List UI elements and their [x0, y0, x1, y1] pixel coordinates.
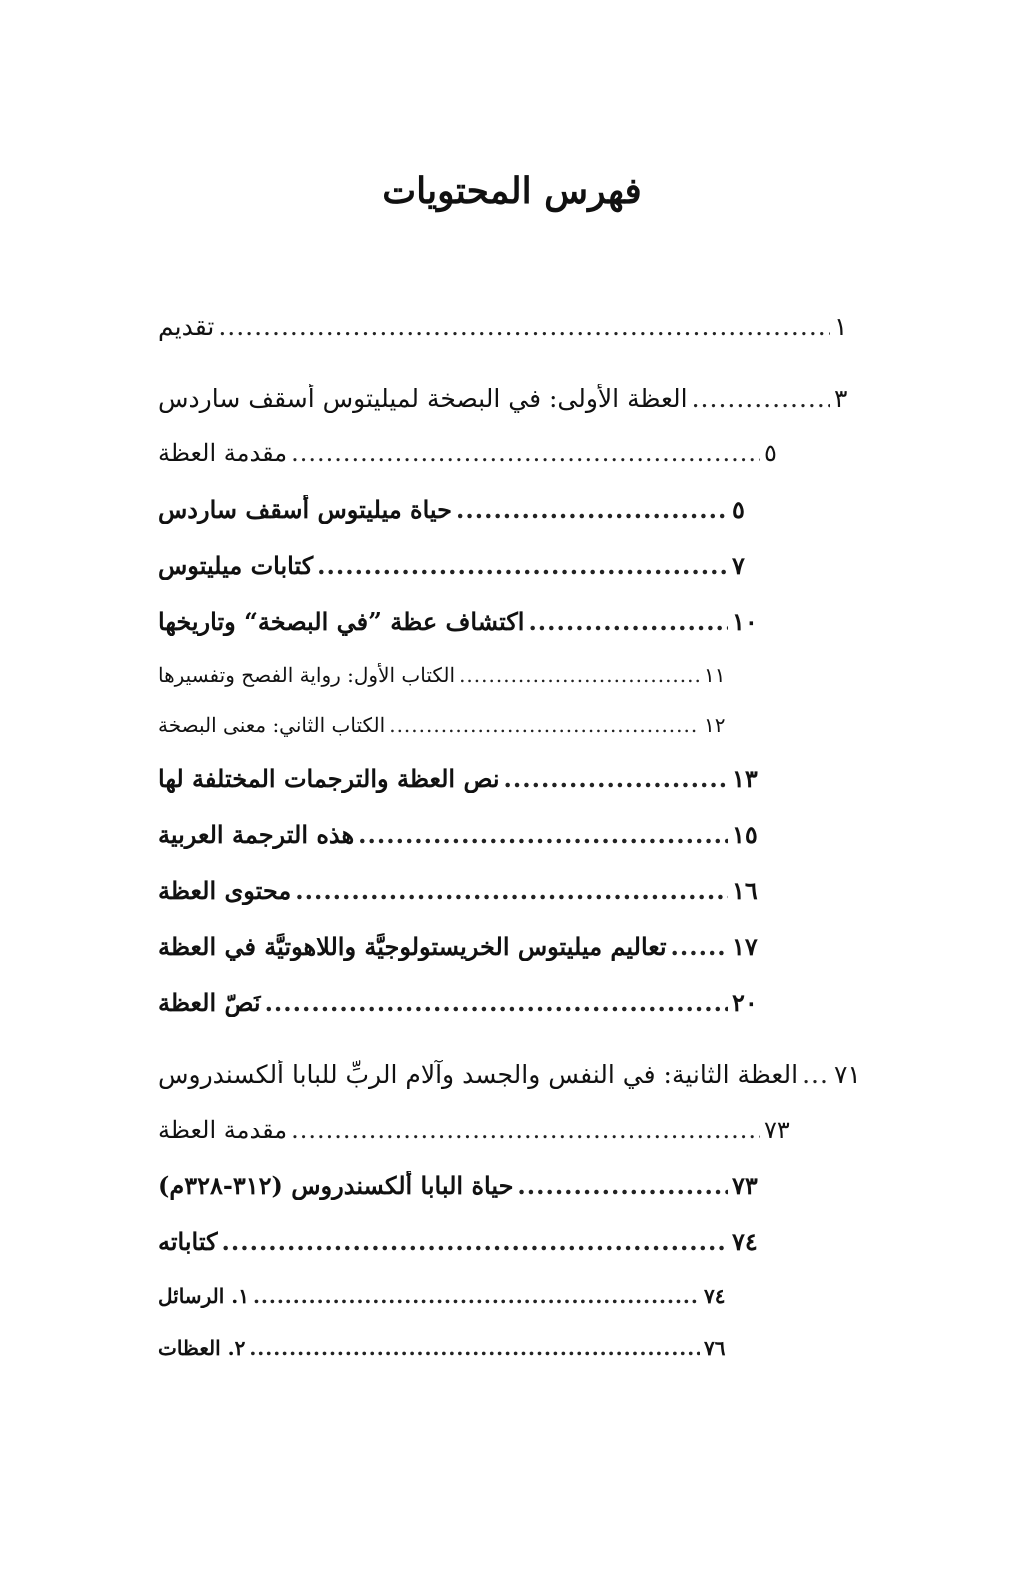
toc-entry: [158, 607, 762, 636]
dot-leader: [358, 820, 728, 849]
toc-entry: [158, 820, 762, 849]
toc-entry-label: حياة البابا ألكسندروس (٣١٢-٣٢٨م): [158, 1171, 514, 1200]
toc-entry-page: ١٣: [732, 764, 758, 793]
toc-entry: [158, 1284, 734, 1308]
dot-leader: [528, 607, 728, 636]
toc-entry-label: هذه الترجمة العربية: [158, 820, 355, 849]
dot-leader: [291, 1116, 760, 1144]
toc-entry-page: ١: [834, 312, 848, 341]
toc-entry-label: كتاباته: [158, 1227, 218, 1256]
dot-leader: [222, 1227, 728, 1256]
toc-entry: [158, 764, 762, 793]
toc-entry: [158, 988, 762, 1017]
dot-leader: [456, 495, 728, 524]
dot-leader: [291, 439, 760, 467]
dot-leader: [802, 1060, 830, 1089]
toc-entry-page: ٧٦: [704, 1336, 726, 1360]
toc-entry-page: ٧١: [834, 1060, 861, 1089]
dot-leader: [295, 876, 728, 905]
toc-entry-page: ٢٠: [732, 988, 758, 1017]
dot-leader: [671, 932, 728, 961]
toc-entry-page: ٥: [732, 495, 745, 524]
toc-entry-page: ١١: [704, 663, 726, 687]
toc-entry-page: ٧: [732, 551, 745, 580]
dot-leader: [249, 1336, 700, 1360]
toc-entry-page: ١٧: [732, 932, 758, 961]
toc-entry-label: ١. الرسائل: [158, 1284, 249, 1308]
toc-entry: [158, 1116, 794, 1144]
toc-entry: [158, 713, 734, 737]
toc-entry: [158, 663, 734, 687]
toc-entry-page: ٧٣: [732, 1171, 758, 1200]
dot-leader: [389, 713, 700, 737]
toc-entry: [158, 439, 794, 467]
dot-leader: [504, 764, 728, 793]
toc-entry-page: ١٥: [732, 820, 758, 849]
toc-entry-label: مقدمة العظة: [158, 1116, 288, 1144]
toc-entry-page: ٥: [764, 439, 777, 467]
toc-entry-label: نَصّ العظة: [158, 988, 261, 1017]
toc-entry-page: ٣: [834, 384, 848, 413]
toc-entry-label: العظة الأولى: في البصخة لميليتوس أسقف ساردس: [158, 384, 688, 413]
toc-entry: [158, 1227, 762, 1256]
toc-entry: [158, 1171, 762, 1200]
toc-entry-page: ١٠: [732, 607, 758, 636]
toc-entry-label: مقدمة العظة: [158, 439, 288, 467]
dot-leader: [265, 988, 728, 1017]
toc-entry: [158, 876, 762, 905]
toc-entry-label: حياة ميليتوس أسقف ساردس: [158, 495, 453, 524]
toc-entry-label: تعاليم ميليتوس الخريستولوجيَّة واللاهوتيَّة في العظة: [158, 932, 667, 961]
toc-entry-label: الكتاب الثاني: معنى البصخة: [158, 713, 386, 737]
toc-entry-label: ٢. العظات: [158, 1336, 246, 1360]
toc-entry-page: ٧٤: [732, 1227, 758, 1256]
toc-entry: [158, 384, 864, 413]
toc-entry: [158, 495, 762, 524]
toc-entry-page: ٧٣: [764, 1116, 790, 1144]
toc-entry: [158, 932, 762, 961]
toc-entry: [158, 551, 762, 580]
page-title: فهرس المحتويات: [382, 170, 642, 212]
toc-entry: [158, 1060, 864, 1089]
dot-leader: [317, 551, 728, 580]
dot-leader: [692, 384, 830, 413]
toc-entry-page: ١٢: [704, 713, 726, 737]
toc-entry-label: محتوى العظة: [158, 876, 292, 905]
toc-entry-page: ١٦: [732, 876, 758, 905]
toc-entry-label: تقديم: [158, 312, 215, 341]
toc-entry-label: العظة الثانية: في النفس والجسد وآلام الربِّ للبابا ألكسندروس: [158, 1060, 799, 1089]
dot-leader: [517, 1171, 728, 1200]
toc-entry-label: نص العظة والترجمات المختلفة لها: [158, 764, 500, 793]
toc-entry-label: الكتاب الأول: رواية الفصح وتفسيرها: [158, 663, 456, 687]
toc-entry-page: ٧٤: [704, 1284, 726, 1308]
toc-entry-label: كتابات ميليتوس: [158, 551, 314, 580]
toc-entry: [158, 1336, 734, 1360]
dot-leader: [459, 663, 700, 687]
dot-leader: [218, 312, 830, 341]
toc-entry-label: اكتشاف عظة ”في البصخة“ وتاريخها: [158, 607, 525, 636]
toc-entry: [158, 312, 864, 341]
dot-leader: [253, 1284, 700, 1308]
